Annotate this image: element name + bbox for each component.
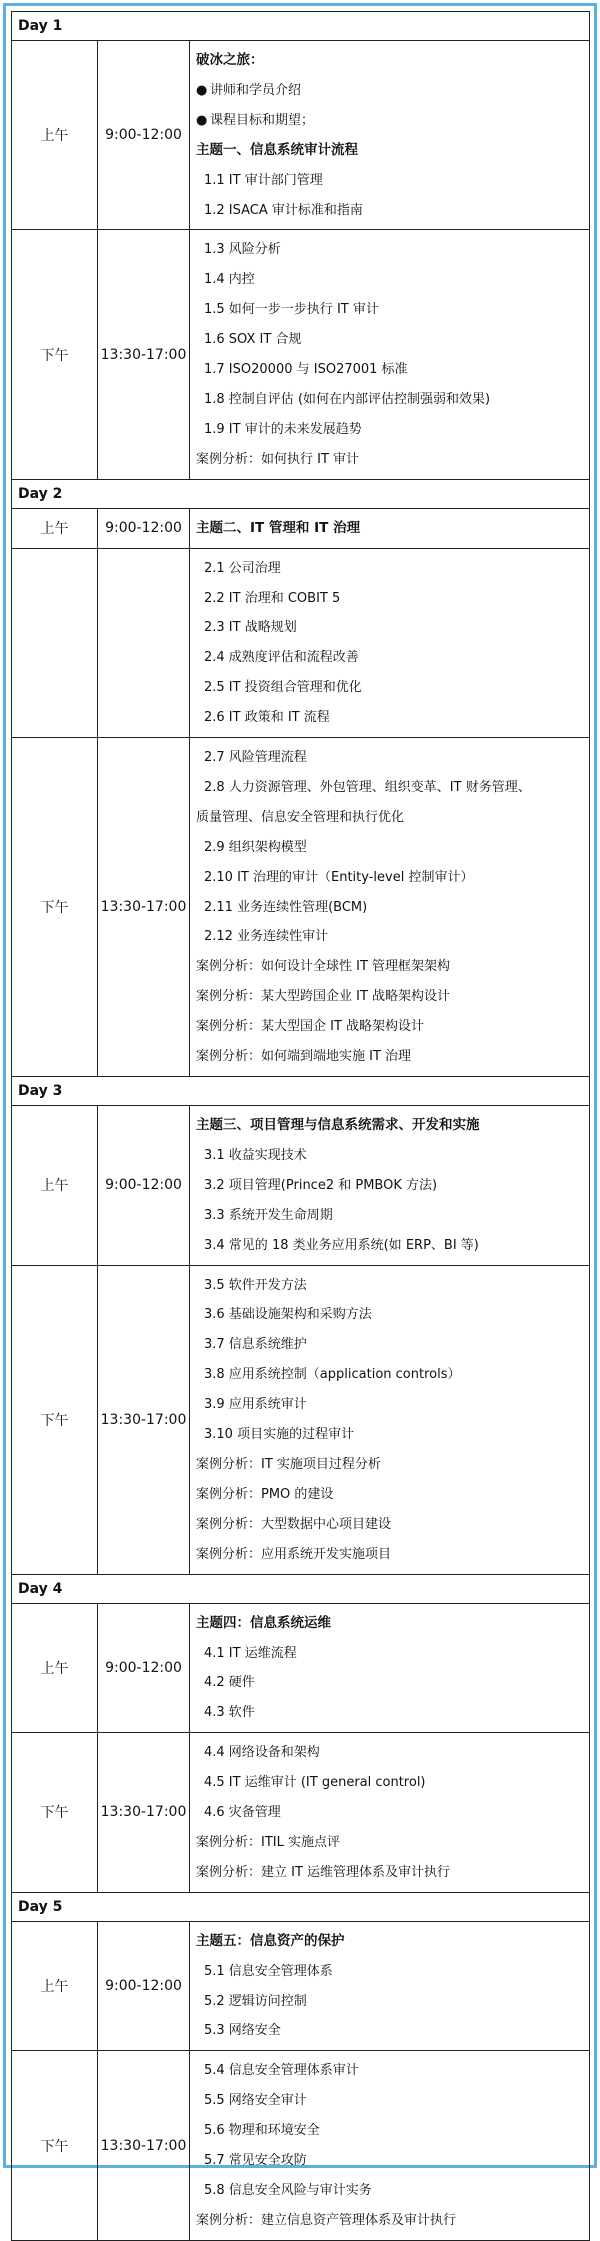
content-line (196, 1450, 589, 1480)
session-row (12, 1921, 590, 2051)
line-text: 2.10 IT 治理的审计（Entity-level 控制审计） (204, 869, 474, 885)
content-item (196, 1738, 589, 1768)
line-text: 3.1 收益实现技术 (204, 1147, 307, 1163)
session-row (12, 2051, 590, 2240)
content-item (196, 1639, 589, 1669)
line-text: 4.6 灾备管理 (204, 1805, 281, 1821)
line-text: 主题二、IT 管理和 IT 治理 (196, 519, 361, 536)
line-text: 3.5 软件开发方法 (204, 1277, 307, 1293)
session-period: 上午 (12, 41, 98, 230)
content-item (196, 1231, 589, 1261)
line-text: 5.1 信息安全管理体系 (204, 1963, 333, 1979)
session-period: 下午 (12, 2051, 98, 2240)
session-row (12, 1265, 590, 1574)
topic-heading (196, 1609, 589, 1639)
line-text: 4.4 网络设备和架构 (204, 1745, 320, 1761)
topic-heading (196, 46, 589, 76)
content-item (196, 743, 589, 773)
session-time (98, 548, 190, 737)
session-period: 下午 (12, 230, 98, 479)
line-text: 1.4 内控 (204, 272, 255, 288)
content-item (196, 166, 589, 196)
line-text: 5.2 逻辑访问控制 (204, 1993, 307, 2009)
line-text: 2.7 风险管理流程 (204, 750, 307, 766)
content-item (196, 1957, 589, 1987)
line-text: 3.7 信息系统维护 (204, 1337, 307, 1353)
content-item (196, 703, 589, 733)
day-header-row (12, 1892, 590, 1921)
line-text: 3.3 系统开发生命周期 (204, 1207, 333, 1223)
content-line (196, 1828, 589, 1858)
line-text: 4.3 软件 (204, 1705, 255, 1721)
line-text: 案例分析：大型数据中心项目建设 (196, 1516, 392, 1532)
line-text: 5.6 物理和环境安全 (204, 2123, 320, 2139)
line-text: 1.6 SOX IT 合规 (204, 332, 302, 348)
topic-heading (196, 1927, 589, 1957)
session-time: 9:00-12:00 (98, 1106, 190, 1266)
session-content (190, 41, 590, 230)
line-text: 3.9 应用系统审计 (204, 1397, 307, 1413)
session-time: 13:30-17:00 (98, 1733, 190, 1893)
line-text: 1.8 控制自评估 (如何在内部评估控制强弱和效果) (204, 391, 491, 407)
session-row (12, 1106, 590, 1266)
line-text: 3.8 应用系统控制（application controls） (204, 1367, 461, 1383)
content-item (196, 1300, 589, 1330)
content-line (196, 1540, 589, 1570)
session-time: 13:30-17:00 (98, 2051, 190, 2240)
session-row (12, 548, 590, 737)
day-header-row (12, 1077, 590, 1106)
content-item (196, 922, 589, 952)
bullet-icon: ● (196, 82, 208, 98)
day-title: Day 1 (12, 12, 590, 41)
line-text: 课程目标和期望； (210, 112, 315, 128)
session-content (190, 230, 590, 479)
line-text: 1.9 IT 审计的未来发展趋势 (204, 421, 362, 437)
session-period: 下午 (12, 738, 98, 1077)
content-line (196, 1012, 589, 1042)
content-item (196, 2116, 589, 2146)
line-text: 2.11 业务连续性管理(BCM) (204, 899, 368, 915)
content-item (196, 773, 589, 803)
content-item (196, 673, 589, 703)
content-item (196, 235, 589, 265)
day-title: Day 5 (12, 1892, 590, 1921)
session-row (12, 738, 590, 1077)
line-text: 4.5 IT 运维审计 (IT general control) (204, 1775, 426, 1791)
day-header-row (12, 1574, 590, 1603)
content-item (196, 1698, 589, 1728)
session-content (190, 548, 590, 737)
line-text: 5.8 信息安全风险与审计实务 (204, 2183, 372, 2198)
content-item (196, 1798, 589, 1828)
content-item (196, 1390, 589, 1420)
content-item (196, 1330, 589, 1360)
topic-heading (196, 514, 589, 544)
session-period: 下午 (12, 1733, 98, 1893)
line-text: 2.2 IT 治理和 COBIT 5 (204, 590, 341, 606)
line-text: 2.1 公司治理 (204, 560, 281, 576)
bullet-icon: ● (196, 112, 208, 128)
day-title: Day 3 (12, 1077, 590, 1106)
content-item (196, 415, 589, 445)
session-row (12, 508, 590, 548)
line-text: 质量管理、信息安全管理和执行优化 (196, 809, 405, 825)
day-header-row (12, 12, 590, 41)
line-text: 1.2 ISACA 审计标准和指南 (204, 202, 363, 218)
day-title: Day 2 (12, 479, 590, 508)
session-content (190, 1733, 590, 1893)
session-content (190, 738, 590, 1077)
content-item (196, 863, 589, 893)
content-item (196, 2016, 589, 2046)
content-item (196, 1668, 589, 1698)
session-time: 9:00-12:00 (98, 1921, 190, 2051)
line-text: 2.4 成熟度评估和流程改善 (204, 650, 359, 666)
content-item (196, 1420, 589, 1450)
page-frame (3, 3, 597, 2228)
line-text: 4.2 硬件 (204, 1675, 255, 1691)
schedule-table (11, 11, 590, 2241)
topic-heading (196, 1111, 589, 1141)
session-content (190, 2051, 590, 2240)
line-text: 2.6 IT 政策和 IT 流程 (204, 710, 330, 726)
session-period: 上午 (12, 508, 98, 548)
line-text: 讲师和学员介绍 (210, 82, 302, 98)
line-text: 3.2 项目管理(Prince2 和 PMBOK 方法) (204, 1177, 438, 1193)
line-text: 3.10 项目实施的过程审计 (204, 1427, 355, 1443)
line-text: 案例分析：建立 IT 运维管理体系及审计执行 (196, 1864, 451, 1880)
content-item (196, 2056, 589, 2086)
session-time: 13:30-17:00 (98, 1265, 190, 1574)
content-item (196, 1271, 589, 1301)
line-text: 2.3 IT 战略规划 (204, 620, 297, 636)
line-text: 案例分析：如何端到端地实施 IT 治理 (196, 1049, 412, 1065)
session-period: 上午 (12, 1921, 98, 2051)
line-text: 主题四：信息系统运维 (196, 1614, 331, 1631)
session-row (12, 1603, 590, 1733)
line-text: 案例分析：如何设计全球性 IT 管理框架架构 (196, 959, 451, 975)
line-text: 破冰之旅： (196, 52, 264, 68)
content-line (196, 803, 589, 833)
line-text: 案例分析：应用系统开发实施项目 (196, 1546, 392, 1562)
content-line (196, 1510, 589, 1540)
content-item (196, 265, 589, 295)
line-text: 案例分析：如何执行 IT 审计 (196, 451, 360, 467)
content-line (196, 445, 589, 475)
line-text: 5.5 网络安全审计 (204, 2093, 307, 2109)
session-content (190, 1106, 590, 1266)
content-item (196, 325, 589, 355)
day-title: Day 4 (12, 1574, 590, 1603)
line-text: 2.8 人力资源管理、外包管理、组织变革、IT 财务管理、 (204, 779, 531, 795)
line-text: 2.5 IT 投资组合管理和优化 (204, 680, 362, 696)
session-row (12, 41, 590, 230)
line-text: 案例分析：某大型跨国企业 IT 战略架构设计 (196, 989, 451, 1005)
session-time: 9:00-12:00 (98, 1603, 190, 1733)
line-text: 2.12 业务连续性审计 (204, 929, 329, 945)
content-item (196, 2176, 589, 2206)
line-text: 主题三、项目管理与信息系统需求、开发和实施 (196, 1117, 480, 1133)
content-item (196, 385, 589, 415)
content-item (196, 1201, 589, 1231)
session-period (12, 548, 98, 737)
line-text: 案例分析：建立信息资产管理体系及审计执行 (196, 2212, 457, 2228)
line-text: 5.7 常见安全攻防 (204, 2153, 307, 2169)
session-time: 9:00-12:00 (98, 41, 190, 230)
line-text: 案例分析：ITIL 实施点评 (196, 1834, 340, 1850)
line-text: 主题一、信息系统审计流程 (196, 141, 358, 158)
line-text: 案例分析：某大型国企 IT 战略架构设计 (196, 1019, 425, 1035)
content-item (196, 613, 589, 643)
line-text: 案例分析：IT 实施项目过程分析 (196, 1456, 381, 1472)
line-text: 1.3 风险分析 (204, 242, 281, 258)
line-text: 5.4 信息安全管理体系审计 (204, 2063, 359, 2079)
content-item (196, 295, 589, 325)
content-item (196, 1987, 589, 2017)
content-item (196, 643, 589, 673)
line-text: 2.9 组织架构模型 (204, 839, 307, 855)
content-item (196, 355, 589, 385)
session-row (12, 230, 590, 479)
content-line (196, 1042, 589, 1072)
content-item (196, 196, 589, 226)
content-item (196, 2086, 589, 2116)
content-line (196, 1480, 589, 1510)
session-period: 上午 (12, 1603, 98, 1733)
session-content (190, 1265, 590, 1574)
content-item (196, 1768, 589, 1798)
line-text: 主题五：信息资产的保护 (196, 1932, 345, 1949)
content-item (196, 1171, 589, 1201)
line-text: 1.5 如何一步一步执行 IT 审计 (204, 302, 379, 318)
line-text: 1.7 ISO20000 与 ISO27001 标准 (204, 362, 408, 378)
session-content (190, 1921, 590, 2051)
line-text: 4.1 IT 运维流程 (204, 1645, 297, 1661)
content-item (196, 554, 589, 584)
content-line (196, 952, 589, 982)
content-item (196, 584, 589, 614)
session-row (12, 1733, 590, 1893)
line-text: 3.4 常见的 18 类业务应用系统(如 ERP、BI 等) (204, 1237, 479, 1253)
session-time: 13:30-17:00 (98, 738, 190, 1077)
session-time: 9:00-12:00 (98, 508, 190, 548)
content-line (196, 2206, 589, 2236)
line-text: 1.1 IT 审计部门管理 (204, 172, 323, 188)
session-content (190, 1603, 590, 1733)
session-period: 下午 (12, 1265, 98, 1574)
line-text: 5.3 网络安全 (204, 2023, 281, 2039)
content-line (196, 1858, 589, 1888)
content-item (196, 1360, 589, 1390)
bullet-item (196, 106, 589, 136)
line-text: 案例分析：PMO 的建设 (196, 1486, 334, 1502)
content-item (196, 2146, 589, 2176)
line-text: 3.6 基础设施架构和采购方法 (204, 1307, 372, 1323)
content-line (196, 982, 589, 1012)
content-item (196, 893, 589, 923)
session-content (190, 508, 590, 548)
bullet-item (196, 76, 589, 106)
session-time: 13:30-17:00 (98, 230, 190, 479)
content-item (196, 1141, 589, 1171)
day-header-row (12, 479, 590, 508)
session-period: 上午 (12, 1106, 98, 1266)
topic-heading (196, 136, 589, 166)
content-item (196, 833, 589, 863)
